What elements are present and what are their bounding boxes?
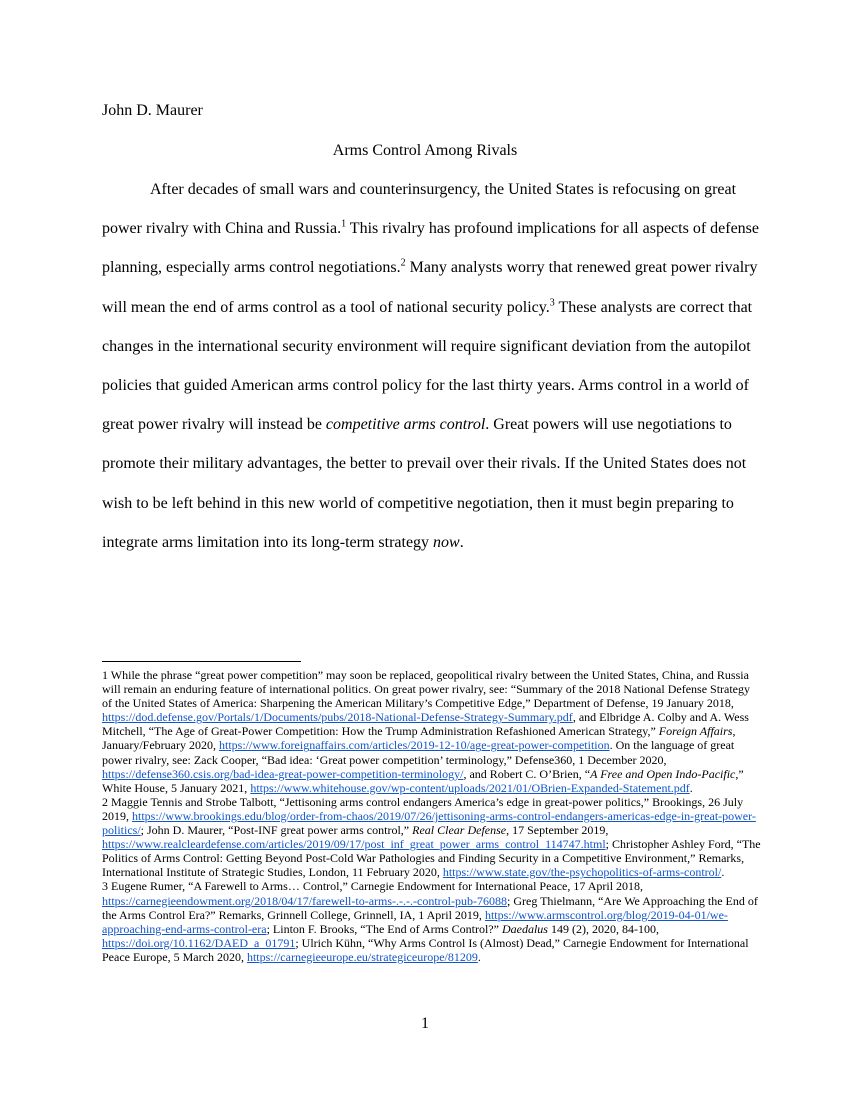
footnote-text: , January/February 2020,: [102, 724, 736, 753]
footnote-italic: Real Clear Defense: [412, 823, 507, 838]
footnote-text: ; Ulrich Kühn, “Why Arms Control Is (Almost) Dead,” Carnegie Endowment for International Peace Europe, 5 March 2020,: [102, 935, 749, 964]
footnote-1: [102, 668, 762, 795]
footnote-link[interactable]: https://dod.defense.gov/Portals/1/Documents/pubs/2018-National-Defense-Strategy-Summary.pdf: [102, 710, 573, 725]
footnotes-section: [102, 668, 762, 964]
footnote-ref-3[interactable]: 3: [549, 297, 555, 309]
footnote-link[interactable]: https://carnegieeurope.eu/strategiceurope/81209: [246, 949, 478, 964]
body-text-span: . Great powers will use negotiations to promote their military advantages, the better to prevail over their rivals. If the United States does not wish to be left behind in this new world of competitive negotiation, then it must begin preparing to integrate arms limitation into its long-term strategy: [102, 416, 747, 551]
footnote-link[interactable]: https://carnegieendowment.org/2018/04/17/farewell-to-arms-.-.-.-control-pub-76088: [102, 893, 507, 908]
emphasis-text: competitive arms control: [325, 416, 486, 434]
page-number: 1: [421, 1015, 429, 1032]
body-text-span: This rivalry has profound implications for all aspects of defense planning, especially arms control negotiations.: [102, 220, 760, 277]
footnote-text: .: [689, 780, 693, 795]
body-text-span: After decades of small wars and counterinsurgency, the United States is refocusing on great power rivalry with China and Russia.: [102, 181, 737, 238]
footnote-text: ; Linton F. Brooks, “The End of Arms Control?”: [266, 921, 502, 936]
footnote-2: [102, 795, 762, 880]
footnote-link[interactable]: https://defense360.csis.org/bad-idea-great-power-competition-terminology/: [102, 766, 464, 781]
footnote-text: 1 While the phrase “great power competition” may soon be replaced, geopolitical rivalry between the United States, China, and Russia will remain an enduring feature of international politics. On great power rivalry, see: “Summary of the 2018 National Defense Strategy of the United States of America: Sharpening the American Military’s Competitive Edge,” Department of Defense, 19 January 2018,: [102, 668, 751, 711]
footnote-text: 149 (2), 2020, 84-100,: [547, 921, 659, 936]
footnote-text: .: [477, 949, 481, 964]
footnote-text: ; Christopher Ashley Ford, “The Politics of Arms Control: Getting Beyond Post-Cold War Pathologies and Finding Security in a Competitive Environment,” Remarks, International Institute of Strategic Studies, London, 11 February 2020,: [102, 837, 761, 880]
footnote-link[interactable]: https://www.foreignaffairs.com/articles/2019-12-10/age-great-power-competition: [218, 738, 610, 753]
footnote-link[interactable]: https://www.realcleardefense.com/articles/2019/09/17/post_inf_great_power_arms_control_114747.html: [102, 837, 606, 852]
footnote-text: 3 Eugene Rumer, “A Farewell to Arms… Control,” Carnegie Endowment for International Peace, 17 April 2018,: [102, 879, 644, 894]
footnote-ref-2[interactable]: 2: [400, 258, 406, 270]
author-name: John D. Maurer: [102, 102, 203, 119]
document-title: Arms Control Among Rivals: [332, 142, 518, 159]
footnote-link[interactable]: https://www.brookings.edu/blog/order-from-chaos/2019/07/26/jettisoning-arms-control-endangers-americas-edge-in-great-power-politics/: [102, 808, 756, 838]
footnote-text: , and Elbridge A. Colby and A. Wess Mitchell, “The Age of Great-Power Competition: How the Trump Administration Refashioned American Strategy,”: [102, 710, 749, 739]
emphasis-text: now: [433, 533, 460, 551]
footnote-text: 2 Maggie Tennis and Strobe Talbott, “Jettisoning arms control endangers America’s edge in great-power politics,” Brookings, 26 July 2019,: [102, 794, 744, 823]
footnote-italic: Foreign Affairs: [658, 724, 733, 739]
body-text-span: These analysts are correct that changes in the international security environment will require significant deviation from the autopilot policies that guided American arms control policy for the last thirty years. Arms control in a world of great power rivalry will instead be: [102, 298, 753, 434]
footnote-italic: A Free and Open Indo-Pacific: [590, 766, 736, 781]
footnote-text: ,” White House, 5 January 2021,: [102, 766, 744, 795]
footnote-3: [102, 879, 762, 964]
footnote-link[interactable]: https://www.whitehouse.gov/wp-content/uploads/2021/01/OBrien-Expanded-Statement.pdf: [250, 780, 690, 795]
footnote-link[interactable]: https://www.state.gov/the-psychopolitics-of-arms-control/: [442, 865, 722, 880]
footnote-text: , 17 September 2019,: [506, 823, 609, 838]
footnote-link[interactable]: https://doi.org/10.1162/DAED_a_01791: [102, 935, 296, 950]
body-paragraph: [102, 170, 762, 562]
body-text-span: Many analysts worry that renewed great power rivalry will mean the end of arms control as a tool of national security policy.: [102, 259, 758, 316]
footnote-separator: [102, 661, 301, 662]
footnote-ref-1[interactable]: 1: [341, 218, 347, 230]
body-text-span: .: [459, 533, 464, 551]
footnote-text: ; Greg Thielmann, “Are We Approaching the End of the Arms Control Era?” Remarks, Grinnell College, Grinnell, IA, 1 April 2019,: [102, 893, 758, 922]
footnote-text: .: [721, 865, 725, 880]
footnote-text: , and Robert C. O’Brien, “: [463, 766, 591, 781]
footnote-italic: Daedalus: [501, 921, 548, 936]
footnote-text: . On the language of great power rivalry, see: Zack Cooper, “Bad idea: ‘Great power competition’ terminology,” Defense360, 1 December 2020,: [102, 738, 735, 767]
footnote-link[interactable]: https://www.armscontrol.org/blog/2019-04-01/we-approaching-end-arms-control-era: [102, 907, 728, 936]
footnote-text: ; John D. Maurer, “Post-INF great power arms control,”: [140, 823, 413, 838]
